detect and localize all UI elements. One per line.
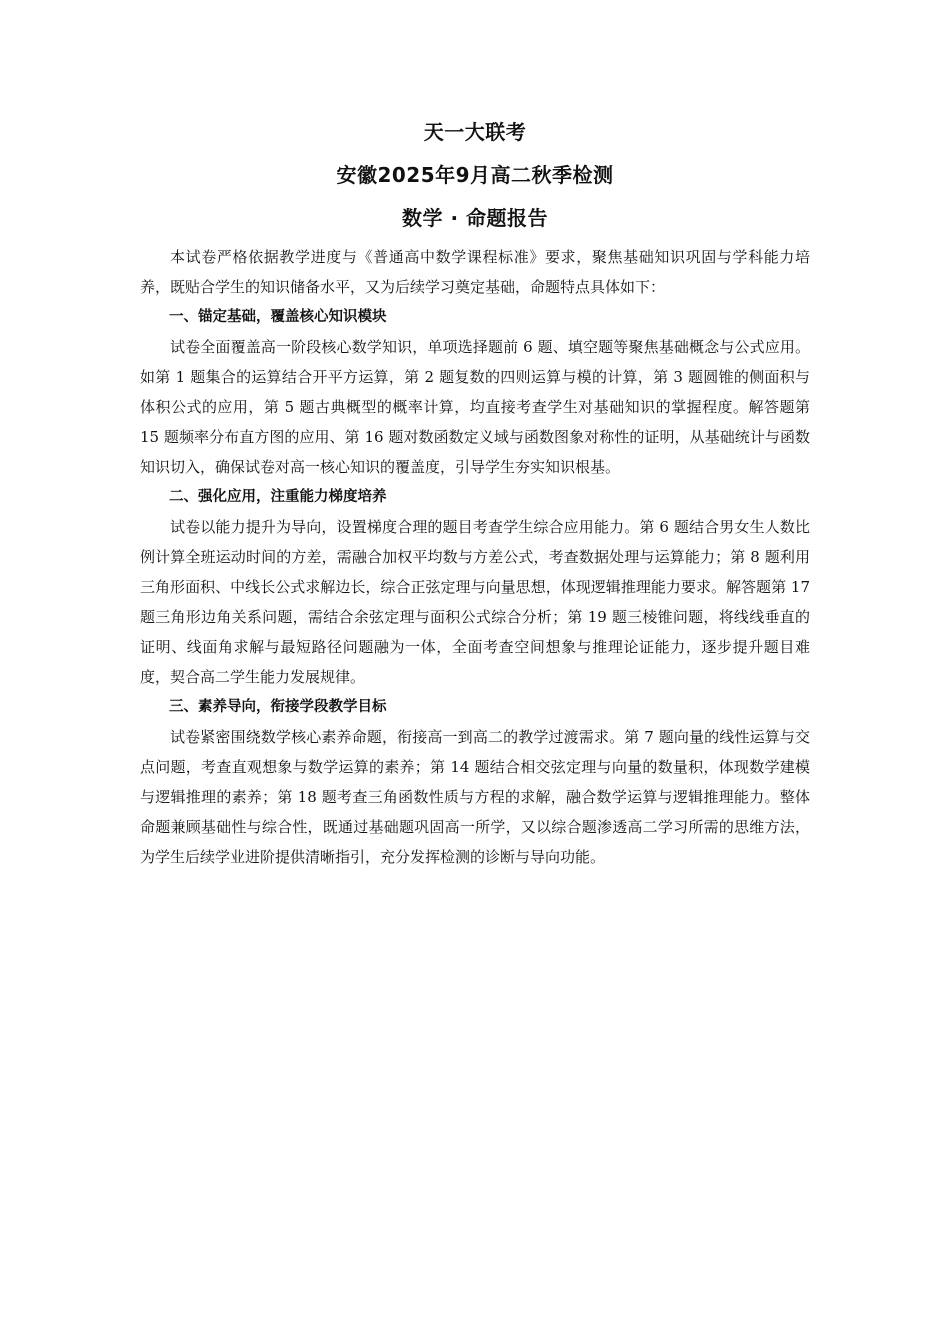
intro-paragraph: 本试卷严格依据教学进度与《普通高中数学课程标准》要求，聚焦基础知识巩固与学科能力培养，既贴合学生的知识储备水平，又为后续学习奠定基础，命题特点具体如下： — [140, 248, 810, 296]
exam-organizer-title: 天一大联考 — [423, 120, 527, 144]
exam-name-title: 安徽2025年9月高二秋季检测 — [336, 163, 614, 187]
section-foundation — [140, 302, 810, 482]
section-literacy — [140, 692, 810, 872]
section-heading: 三、素养导向，衔接学段教学目标 — [169, 699, 387, 715]
section-body: 试卷全面覆盖高一阶段核心数学知识，单项选择题前 6 题、填空题等聚焦基础概念与公式应用。如第 1 题集合的运算结合开平方运算，第 2 题复数的四则运算与模的计算，第 3 题圆锥的侧面积与体积公式的应用，第 5 题古典概型的概率计算，均直接考查学生对基础知识的掌握程度。解答题第 15 题频率分布直方图的应用、第 16 题对数函数定义域与函数图象对称性的证明，从基础统计与函数知识切入，确保试卷对高一核心知识的覆盖度，引导学生夯实知识根基。 — [140, 338, 810, 476]
section-heading: 二、强化应用，注重能力梯度培养 — [169, 489, 387, 505]
section-body: 试卷以能力提升为导向，设置梯度合理的题目考查学生综合应用能力。第 6 题结合男女生人数比例计算全班运动时间的方差，需融合加权平均数与方差公式，考查数据处理与运算能力；第 8 题利用三角形面积、中线长公式求解边长，综合正弦定理与向量思想，体现逻辑推理能力要求。解答题第 17 题三角形边角关系问题，需结合余弦定理与面积公式综合分析；第 19 题三棱锥问题，将线线垂直的证明、线面角求解与最短路径问题融为一体，全面考查空间想象与推理论证能力，逐步提升题目难度，契合高二学生能力发展规律。 — [140, 518, 810, 686]
document-page — [140, 112, 810, 872]
section-body: 试卷紧密围绕数学核心素养命题，衔接高一到高二的教学过渡需求。第 7 题向量的线性运算与交点问题，考查直观想象与数学运算的素养；第 14 题结合相交弦定理与向量的数量积，体现数学建模与逻辑推理的素养；第 18 题考查三角函数性质与方程的求解，融合数学运算与逻辑推理能力。整体命题兼顾基础性与综合性，既通过基础题巩固高一所学，又以综合题渗透高二学习所需的思维方法，为学生后续学业进阶提供清晰指引，充分发挥检测的诊断与导向功能。 — [140, 728, 810, 866]
section-application — [140, 482, 810, 692]
section-heading: 一、锚定基础，覆盖核心知识模块 — [169, 309, 387, 325]
report-title: 数学 · 命题报告 — [401, 206, 549, 230]
